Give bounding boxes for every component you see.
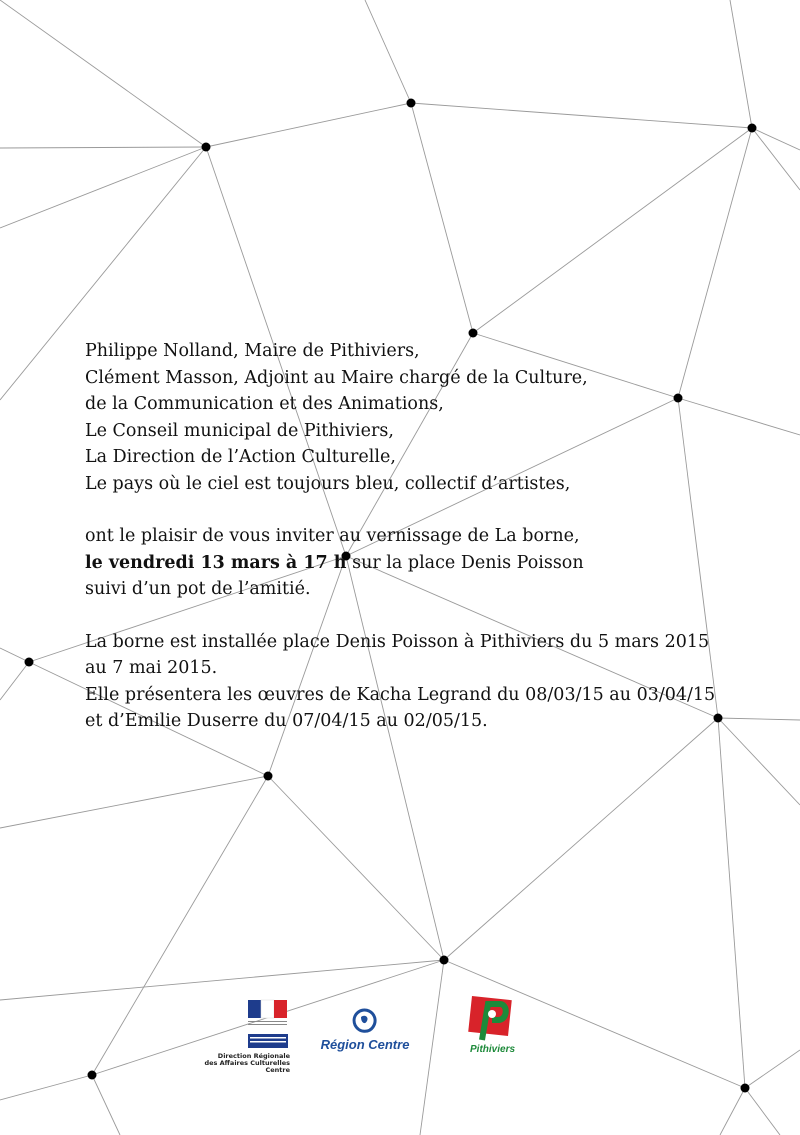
network-line xyxy=(0,0,206,147)
network-line xyxy=(752,128,800,190)
network-line xyxy=(745,1088,780,1135)
date-line xyxy=(85,550,765,577)
network-line xyxy=(718,718,745,1088)
network-node xyxy=(469,329,478,338)
network-line xyxy=(0,960,444,1000)
network-line xyxy=(92,960,444,1075)
host-line: Le pays où le ciel est toujours bleu, collectif d’artistes, xyxy=(85,473,571,494)
region-label: Région Centre xyxy=(320,1037,410,1052)
network-line xyxy=(473,128,752,333)
info-line: La borne est installée place Denis Poisson à Pithiviers du 5 mars 2015 xyxy=(85,631,710,652)
network-line xyxy=(268,776,444,960)
host-line: de la Communication et des Animations, xyxy=(85,394,444,414)
network-line xyxy=(0,147,206,148)
host-line: La Direction de l’Action Culturelle, xyxy=(85,447,396,467)
info-line: au 7 mai 2015. xyxy=(85,658,218,678)
network-node xyxy=(202,143,211,152)
network-line xyxy=(365,0,411,103)
network-line xyxy=(0,648,29,662)
host-line: Clément Masson, Adjoint au Maire chargé de la Culture, xyxy=(85,367,588,388)
invite-line: ont le plaisir de vous inviter au vernissage de La borne, xyxy=(85,526,580,546)
network-node xyxy=(25,658,34,667)
network-node xyxy=(88,1071,97,1080)
network-line xyxy=(411,103,752,128)
host-line: Le Conseil municipal de Pithiviers, xyxy=(85,420,394,441)
network-node xyxy=(264,772,273,781)
network-node xyxy=(748,124,757,133)
network-node xyxy=(407,99,416,108)
followup-line: suivi d’un pot de l’amitié. xyxy=(85,579,311,599)
network-line xyxy=(444,718,718,960)
invitation-text xyxy=(85,338,765,735)
network-line xyxy=(720,1088,745,1135)
network-line xyxy=(0,1075,92,1100)
network-line xyxy=(0,662,29,700)
host-line: Philippe Nolland, Maire de Pithiviers, xyxy=(85,341,420,361)
drac-line: des Affaires Culturelles xyxy=(204,1059,290,1067)
network-line xyxy=(0,147,206,228)
network-line xyxy=(0,776,268,828)
pithiviers-label: Pithiviers xyxy=(470,1044,516,1055)
network-line xyxy=(752,128,800,150)
network-line xyxy=(411,103,473,333)
network-line xyxy=(730,0,752,128)
info-line: et d’Emilie Duserre du 07/04/15 au 02/05/15. xyxy=(85,711,488,731)
network-line xyxy=(92,1075,120,1135)
info-line: Elle présentera les œuvres de Kacha Legrand du 08/03/15 au 03/04/15 xyxy=(85,684,716,705)
network-line xyxy=(92,776,268,1075)
drac-line: Centre xyxy=(265,1066,290,1074)
network-line xyxy=(745,1050,800,1088)
network-line xyxy=(206,103,411,147)
network-node xyxy=(440,956,449,965)
event-date: le vendredi 13 mars à 17 h xyxy=(85,552,347,573)
network-line xyxy=(444,960,745,1088)
network-node xyxy=(741,1084,750,1093)
drac-line: Direction Régionale xyxy=(217,1052,290,1060)
event-place: sur la place Denis Poisson xyxy=(346,552,584,573)
network-line xyxy=(420,960,444,1135)
